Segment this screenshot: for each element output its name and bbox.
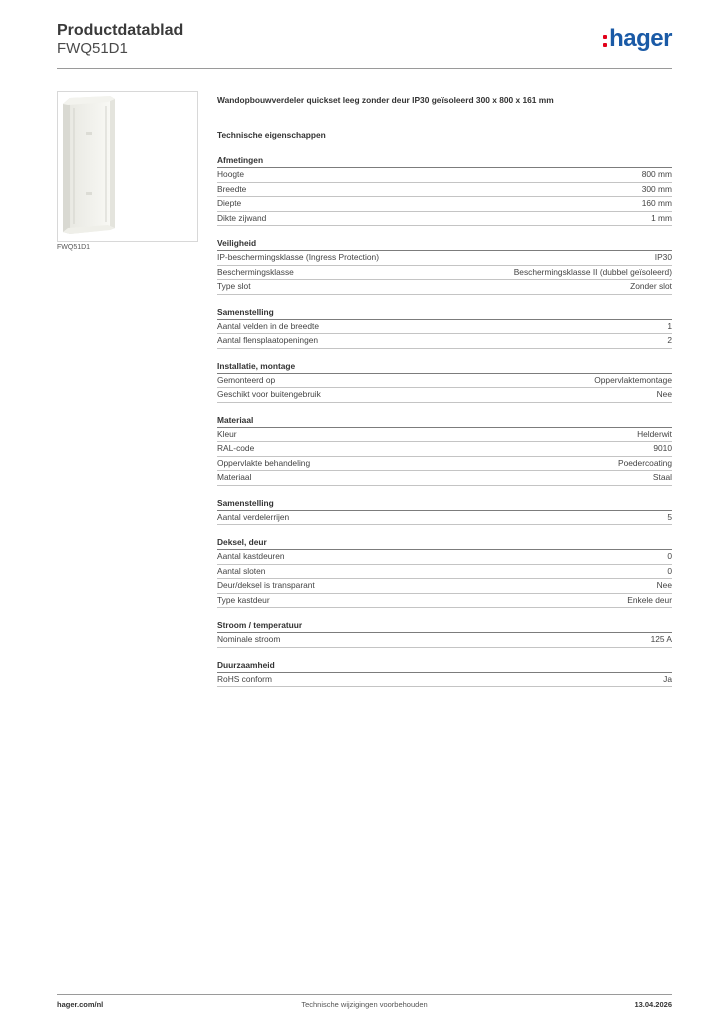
spec-row bbox=[217, 594, 672, 609]
product-description: Wandopbouwverdeler quickset leeg zonder deur IP30 geïsoleerd 300 x 800 x 161 mm bbox=[217, 95, 554, 105]
logo-text: hager bbox=[609, 25, 672, 52]
page-header bbox=[57, 22, 672, 68]
spec-row bbox=[217, 251, 672, 266]
spec-value: 9010 bbox=[653, 443, 672, 453]
section-title: Materiaal bbox=[217, 415, 672, 428]
spec-label: Nominale stroom bbox=[217, 634, 281, 644]
spec-label: Type kastdeur bbox=[217, 594, 270, 605]
image-caption: FWQ51D1 bbox=[57, 244, 91, 251]
spec-label: Aantal velden in de breedte bbox=[217, 320, 319, 331]
spec-value: Poedercoating bbox=[617, 457, 672, 468]
section-title: Installatie, montage bbox=[217, 361, 672, 374]
spec-section bbox=[217, 415, 672, 486]
spec-value: 800 mm bbox=[641, 169, 672, 179]
document-title: Productdatablad bbox=[57, 22, 184, 39]
spec-label: Type slot bbox=[217, 281, 251, 291]
product-code: FWQ51D1 bbox=[57, 40, 128, 57]
spec-section bbox=[217, 620, 672, 648]
spec-value: 160 mm bbox=[641, 198, 672, 208]
spec-row bbox=[217, 280, 672, 295]
spec-label: Kleur bbox=[217, 428, 237, 439]
spec-row bbox=[217, 266, 672, 281]
spec-value: 125 A bbox=[650, 634, 672, 644]
spec-row bbox=[217, 633, 672, 648]
spec-row bbox=[217, 673, 672, 688]
spec-label: Aantal sloten bbox=[217, 565, 266, 576]
spec-section bbox=[217, 238, 672, 295]
spec-label: Oppervlakte behandeling bbox=[217, 457, 311, 468]
spec-label: Dikte zijwand bbox=[217, 212, 267, 223]
spec-row bbox=[217, 320, 672, 335]
spec-label: Aantal kastdeuren bbox=[217, 551, 285, 561]
spec-value: 300 mm bbox=[641, 183, 672, 194]
header-divider bbox=[57, 68, 672, 69]
spec-value: 0 bbox=[667, 565, 672, 576]
spec-row bbox=[217, 471, 672, 486]
spec-label: IP-beschermingsklasse (Ingress Protection) bbox=[217, 252, 379, 262]
spec-row bbox=[217, 374, 672, 389]
spec-row bbox=[217, 183, 672, 198]
spec-section bbox=[217, 155, 672, 226]
spec-section bbox=[217, 660, 672, 688]
section-title: Afmetingen bbox=[217, 155, 672, 168]
spec-value: Enkele deur bbox=[627, 594, 672, 605]
spec-label: Breedte bbox=[217, 183, 247, 194]
spec-label: RAL-code bbox=[217, 443, 255, 453]
section-title: Samenstelling bbox=[217, 498, 672, 511]
spec-value: Staal bbox=[652, 472, 672, 482]
spec-label: Aantal flensplaatopeningen bbox=[217, 335, 319, 345]
spec-row bbox=[217, 334, 672, 349]
spec-label: Geschikt voor buitengebruik bbox=[217, 389, 321, 399]
spec-value: 1 bbox=[667, 320, 672, 331]
spec-section bbox=[217, 537, 672, 608]
spec-value: Nee bbox=[656, 389, 672, 399]
distribution-box-icon bbox=[58, 92, 197, 241]
spec-row bbox=[217, 457, 672, 472]
product-image bbox=[57, 91, 198, 242]
spec-row bbox=[217, 579, 672, 594]
spec-value: Nee bbox=[656, 580, 672, 590]
technical-properties-heading: Technische eigenschappen bbox=[217, 130, 326, 140]
spec-value: Oppervlaktemontage bbox=[594, 374, 672, 385]
spec-value: 2 bbox=[667, 335, 672, 345]
spec-row bbox=[217, 428, 672, 443]
spec-label: Diepte bbox=[217, 198, 242, 208]
spec-label: Deur/deksel is transparant bbox=[217, 580, 315, 590]
spec-label: Aantal verdelerrijen bbox=[217, 511, 290, 522]
spec-value: 1 mm bbox=[651, 212, 672, 223]
spec-label: Materiaal bbox=[217, 472, 252, 482]
spec-row bbox=[217, 442, 672, 457]
spec-row bbox=[217, 511, 672, 526]
spec-row bbox=[217, 197, 672, 212]
footer-disclaimer: Technische wijzigingen voorbehouden bbox=[301, 1000, 428, 1009]
footer-website[interactable]: hager.com/nl bbox=[57, 1000, 104, 1009]
spec-sections bbox=[217, 155, 672, 687]
spec-row bbox=[217, 168, 672, 183]
spec-label: Hoogte bbox=[217, 169, 245, 179]
spec-label: RoHS conform bbox=[217, 673, 272, 684]
footer-date: 13.04.2026 bbox=[634, 1000, 672, 1009]
spec-row bbox=[217, 388, 672, 403]
spec-row bbox=[217, 212, 672, 227]
section-title: Duurzaamheid bbox=[217, 660, 672, 673]
spec-value: IP30 bbox=[654, 252, 672, 262]
spec-section bbox=[217, 307, 672, 349]
hager-logo bbox=[603, 26, 672, 52]
spec-value: Beschermingsklasse II (dubbel geïsoleerd) bbox=[513, 266, 672, 277]
section-title: Veiligheid bbox=[217, 238, 672, 251]
spec-label: Beschermingsklasse bbox=[217, 266, 294, 277]
logo-dots-icon bbox=[603, 35, 607, 47]
spec-row bbox=[217, 565, 672, 580]
spec-row bbox=[217, 550, 672, 565]
section-title: Stroom / temperatuur bbox=[217, 620, 672, 633]
spec-label: Gemonteerd op bbox=[217, 374, 276, 385]
page-footer bbox=[57, 994, 672, 1015]
section-title: Deksel, deur bbox=[217, 537, 672, 550]
spec-section bbox=[217, 361, 672, 403]
spec-value: Helderwit bbox=[637, 428, 672, 439]
spec-value: Zonder slot bbox=[630, 281, 672, 291]
section-title: Samenstelling bbox=[217, 307, 672, 320]
main-content bbox=[217, 95, 672, 699]
spec-value: 0 bbox=[667, 551, 672, 561]
spec-value: 5 bbox=[667, 511, 672, 522]
spec-section bbox=[217, 498, 672, 526]
spec-value: Ja bbox=[663, 673, 672, 684]
